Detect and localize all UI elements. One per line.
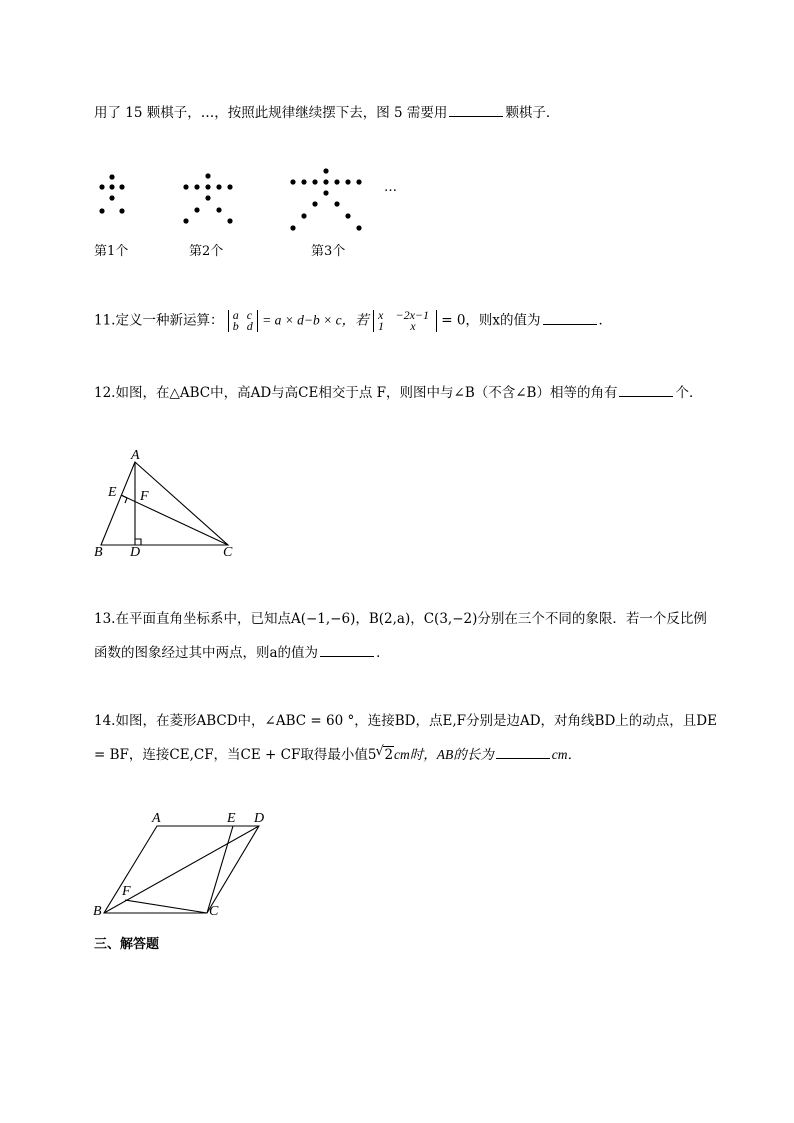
q11-formula: = a × d−b × c，若 — [262, 312, 369, 328]
det1-a: a — [232, 308, 239, 322]
det2-d: x — [410, 319, 416, 333]
q14-text-b: cm时，AB的长为 — [394, 747, 494, 762]
det1-c: c — [246, 308, 253, 322]
q14-line1: 14.如图，在菱形ABCD中，∠ABC = 60 °，连接BD，点E,F分别是边AD，对角线BD上的动点，且DE — [94, 713, 717, 729]
rh-label-D: D — [254, 811, 265, 826]
pattern-ellipsis: … — [384, 180, 397, 195]
det1-d: d — [246, 319, 253, 333]
tri-label-C: C — [223, 545, 233, 560]
q13-end: ． — [376, 645, 390, 661]
det2-c: −2x−1 — [395, 308, 430, 322]
q11-prefix: 11.定义一种新运算： — [94, 312, 224, 329]
q10-text-a: 用了 15 颗棋子，…，按照此规律继续摆下去，图 5 需要用 — [94, 105, 448, 121]
pattern-caption-2: 第2个 — [189, 244, 224, 259]
det2-b: 1 — [377, 319, 384, 333]
rh-label-C: C — [209, 904, 219, 919]
rh-label-F: F — [122, 884, 131, 899]
rh-label-E: E — [227, 811, 236, 826]
q11-end: ． — [598, 312, 613, 329]
q12-question: 12.如图，在△ABC中，高AD与高CE相交于点 F，则图中与∠B（不含∠B）相等的角有 — [94, 385, 618, 401]
q14-unit: cm． — [551, 747, 582, 762]
tri-label-F: F — [140, 489, 149, 504]
tri-label-A: A — [131, 448, 140, 463]
q11-suffix: = 0，则x的值为 — [441, 312, 541, 329]
rh-label-B: B — [93, 904, 102, 919]
det2-a: x — [377, 308, 384, 322]
tri-label-D: D — [130, 545, 141, 560]
sqrt-radicand: 2 — [384, 747, 394, 763]
tri-label-B: B — [94, 545, 103, 560]
tri-label-E: E — [108, 485, 117, 500]
section-heading: 三、解答题 — [94, 937, 160, 952]
q10-text-b: 颗棋子． — [505, 105, 560, 121]
q14-text-a: = BF，连接CE,CF，当CE + CF取得最小值5 — [94, 747, 377, 763]
q13-line1: 13.在平面直角坐标系中，已知点A(−1,−6)，B(2,a)，C(3,−2)分别在三个不同的象限．若一个反比例 — [94, 611, 707, 627]
det1-b: b — [232, 319, 239, 333]
q13-question: 函数的图象经过其中两点，则a的值为 — [94, 645, 319, 661]
q12-end: 个． — [675, 385, 703, 401]
pattern-caption-1: 第1个 — [94, 244, 129, 259]
rh-label-A: A — [152, 811, 161, 826]
pattern-caption-3: 第3个 — [311, 244, 346, 259]
